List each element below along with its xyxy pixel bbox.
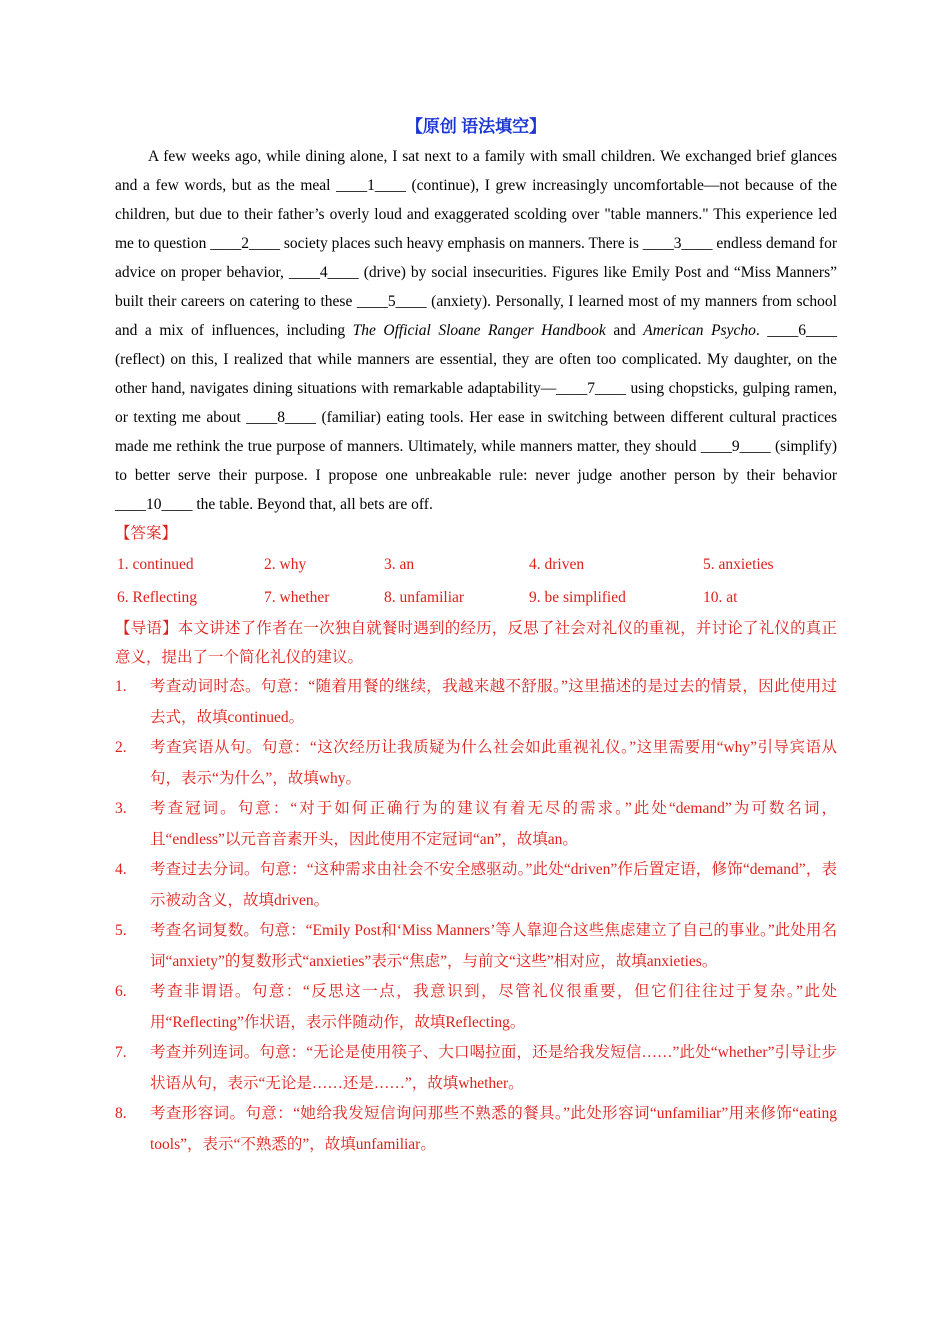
lead-paragraph: 【导语】本文讲述了作者在一次独自就餐时遇到的经历，反思了社会对礼仪的重视，并讨论了礼仪的真正意义，提出了一个简化礼仪的建议。: [115, 620, 837, 666]
passage: [115, 142, 837, 519]
answer-grid: [117, 548, 837, 614]
explanation-item: [115, 916, 837, 977]
explanation-number: 6.: [115, 983, 127, 1000]
answer-item: 8. unfamiliar: [384, 589, 465, 606]
answer-item: 5. anxieties: [703, 556, 774, 573]
explanation-number: 4.: [115, 861, 127, 878]
explanation-list: [115, 672, 837, 1160]
explanation-text: 考查名词复数。句意：“Emily Post和‘Miss Manners’等人靠迎合这些焦虑建立了自己的事业。”此处用名词“anxiety”的复数形式“anxieties”表示“焦虑”，与前文“这些”相对应，故填anxieties。: [150, 922, 837, 970]
document-page: [115, 112, 837, 1160]
answer-item: 4. driven: [529, 556, 585, 573]
explanation-number: 1.: [115, 678, 127, 695]
explanation-text: 考查动词时态。句意：“随着用餐的继续，我越来越不舒服。”这里描述的是过去的情景，因此使用过去式，故填continued。: [150, 678, 837, 726]
book-title-1: The Official Sloane Ranger Handbook: [352, 322, 606, 339]
explanation-text: 考查并列连词。句意：“无论是使用筷子、大口喝拉面，还是给我发短信……”此处“whether”引导让步状语从句，表示“无论是……还是……”，故填whether。: [150, 1044, 837, 1092]
explanation-text: 考查非谓语。句意：“反思这一点，我意识到，尽管礼仪很重要，但它们往往过于复杂。”此处用“Reflecting”作状语，表示伴随动作，故填Reflecting。: [150, 983, 837, 1031]
explanation-text: 考查宾语从句。句意：“这次经历让我质疑为什么社会如此重视礼仪。”这里需要用“why”引导宾语从句，表示“为什么”，故填why。: [150, 739, 837, 787]
explanation-text: 考查冠词。句意：“对于如何正确行为的建议有着无尽的需求。”此处“demand”为可数名词，且“endless”以元音音素开头，因此使用不定冠词“an”，故填an。: [150, 800, 837, 848]
answer-item: 7. whether: [264, 589, 330, 606]
explanation-number: 7.: [115, 1044, 127, 1061]
explanation-item: [115, 794, 837, 855]
explanation-number: 5.: [115, 922, 127, 939]
explanation-item: [115, 1099, 837, 1160]
answer-item: 6. Reflecting: [117, 589, 198, 606]
explanation-number: 3.: [115, 800, 127, 817]
answer-item: 3. an: [384, 556, 415, 573]
explanation-text: 考查形容词。句意：“她给我发短信询问那些不熟悉的餐具。”此处形容词“unfamiliar”用来修饰“eating tools”，表示“不熟悉的”，故填unfamiliar。: [150, 1105, 837, 1153]
passage-part-2: . ____6____ (reflect) on this, I realized that while manners are essential, they are often too complicated. My daughter, on the other hand, navigates dining situations with remarkable adaptability—____7____ using chopsticks, gulping ramen, or texting me about ____8____ (familiar) eating tools. Her ease in switching between different cultural practices made me rethink the true purpose of manners. Ultimately, while manners matter, they should ____9____ (simplify) to better serve their purpose. I propose one unbreakable rule: never judge another person by their behavior ____10____ the table. Beyond that, all bets are off.: [115, 322, 837, 513]
explanation-item: [115, 1038, 837, 1099]
answer-item: 2. why: [264, 556, 307, 573]
explanation-item: [115, 855, 837, 916]
answer-item: 10. at: [703, 589, 738, 606]
passage-and: and: [605, 322, 644, 339]
book-title-2: American Psycho: [643, 322, 756, 339]
explanation-text: 考查过去分词。句意：“这种需求由社会不安全感驱动。”此处“driven”作后置定语，修饰“demand”，表示被动含义，故填driven。: [150, 861, 837, 909]
explanation-item: [115, 672, 837, 733]
explanation-item: [115, 977, 837, 1038]
passage-part-1: A few weeks ago, while dining alone, I sat next to a family with small children. We exchanged brief glances and a few words, but as the meal ____1____ (continue), I grew increasingly uncomfortable—not because of the children, but due to their father’s overly loud and exaggerated scolding over "table manners." This experience led me to question ____2____ society places such heavy emphasis on manners. There is ____3____ endless demand for advice on proper behavior, ____4____ (drive) by social insecurities. Figures like Emily Post and “Miss Manners” built their careers on catering to these ____5____ (anxiety). Personally, I learned most of my manners from school and a mix of influences, including: [115, 148, 837, 339]
answer-item: 9. be simplified: [529, 589, 626, 606]
answer-item: 1. continued: [117, 556, 194, 573]
explanation-number: 2.: [115, 739, 127, 756]
answer-header: 【答案】: [115, 525, 178, 542]
document-title: 【原创 语法填空】: [405, 117, 547, 136]
explanation-item: [115, 733, 837, 794]
explanation-number: 8.: [115, 1105, 127, 1122]
